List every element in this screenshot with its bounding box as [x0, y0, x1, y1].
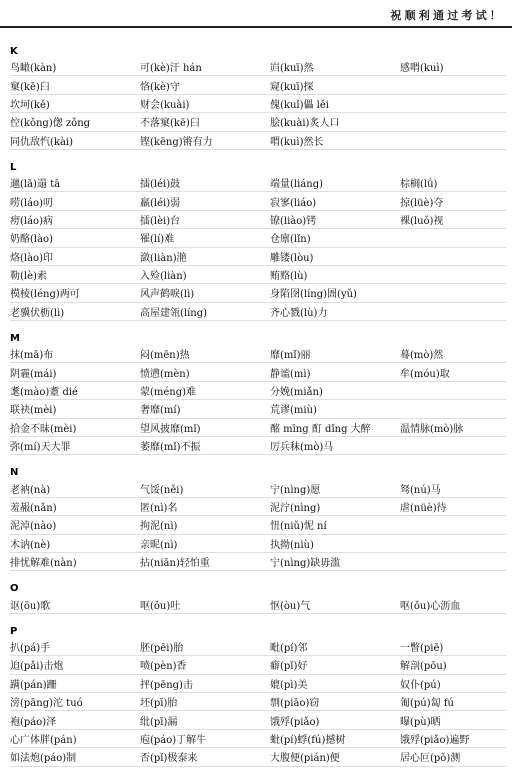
- table-row: [10, 675, 506, 693]
- word-entry: 端量(liáng): [270, 179, 324, 191]
- word-entry: 扒(pá)手: [10, 642, 51, 654]
- section-n: [10, 467, 506, 571]
- word-entry: 执拗(niù): [270, 539, 314, 551]
- table-row: [10, 748, 506, 766]
- section-m: [10, 333, 506, 455]
- word-entry: 拾金不昧(mèi): [10, 423, 77, 435]
- word-entry: 饿殍(piǎo): [270, 716, 320, 728]
- word-entry: 呕(ǒu)心沥血: [400, 600, 461, 612]
- word-entry: 铿(kēng)锵有力: [140, 136, 213, 148]
- table-row: [10, 248, 506, 266]
- table-row: [10, 229, 506, 247]
- table-row: [10, 211, 506, 229]
- word-entry: 荒谬(miù): [270, 405, 317, 417]
- word-entry: 剽(piāo)窃: [270, 698, 320, 710]
- section-k: [10, 46, 506, 150]
- word-entry: 潋(liàn)滟: [140, 252, 187, 264]
- word-entry: 蒙(méng)难: [140, 387, 197, 399]
- word-entry: 寂寥(liáo): [270, 197, 317, 209]
- word-entry: 癖(pǐ)好: [270, 661, 308, 673]
- table-row: [10, 535, 506, 553]
- table-row: [10, 437, 506, 455]
- word-entry: 气馁(něi): [140, 484, 184, 496]
- word-entry: 居心叵(pǒ)测: [400, 753, 461, 765]
- table-row: [10, 303, 506, 321]
- table-row: [10, 382, 506, 400]
- word-entry: 傀(kuǐ)儡 lěi: [270, 99, 329, 111]
- table-row: [10, 266, 506, 284]
- word-entry: 排忧解难(nàn): [10, 558, 77, 570]
- word-entry: 裸(luǒ)视: [400, 215, 444, 227]
- word-entry: 罹(lí)难: [140, 234, 175, 246]
- word-entry: 鸟瞰(kàn): [10, 63, 57, 75]
- word-entry: 泥淖(nào): [10, 521, 57, 533]
- word-entry: 奴仆(pú): [400, 679, 441, 691]
- table-row: [10, 174, 506, 192]
- word-entry: 坯(pī)胎: [140, 698, 178, 710]
- word-entry: 喟(kuì)然长: [270, 136, 324, 148]
- word-entry: 擂(lèi)台: [140, 215, 181, 227]
- word-entry: 喷(pèn)香: [140, 661, 187, 673]
- word-entry: 木讷(nè): [10, 539, 51, 551]
- table-row: [10, 516, 506, 534]
- word-entry: 模棱(léng)两可: [10, 289, 80, 301]
- page-header: [0, 0, 512, 28]
- section-letter: P: [10, 625, 18, 637]
- word-entry: 不落窠(kē)臼: [140, 118, 200, 130]
- word-entry: 匿(nì)名: [140, 503, 178, 514]
- word-entry: 羸(léi)弱: [140, 197, 181, 209]
- word-entry: 纰(pī)漏: [140, 716, 178, 728]
- word-entry: 勒(lè)索: [10, 271, 47, 283]
- table-row: [10, 132, 506, 150]
- word-entry: 老骥伏枥(lì): [10, 307, 65, 319]
- word-entry: 烙(lào)印: [10, 252, 53, 264]
- word-entry: 掠(lüè)夺: [400, 197, 444, 209]
- section-l: [10, 162, 506, 321]
- word-entry: 厉兵秣(mò)马: [270, 442, 334, 454]
- section-o: [10, 583, 506, 613]
- word-entry: 静谧(mì): [270, 368, 311, 380]
- section-p: [10, 626, 506, 767]
- table-row: [10, 419, 506, 437]
- word-entry: 宁(nìng)愿: [270, 484, 321, 496]
- word-entry: 身陷囹(líng)圄(yǔ): [270, 289, 357, 301]
- word-entry: 蹒(pán)跚: [10, 679, 57, 691]
- word-entry: 分娩(miǎn): [270, 387, 323, 399]
- word-entry: 高屋建瓴(líng): [140, 307, 208, 319]
- word-entry: 耄(mào)耋 dié: [10, 387, 78, 399]
- table-row: [10, 95, 506, 113]
- table-row: [10, 345, 506, 363]
- word-entry: 弥(mí)天大罪: [10, 442, 71, 454]
- word-entry: 宁(nìng)缺毋滥: [270, 558, 341, 570]
- word-entry: 匍(pú)匐 fú: [400, 698, 454, 710]
- table-row: [10, 76, 506, 94]
- word-entry: 镣(liào)铐: [270, 215, 317, 227]
- word-entry: 忸(niǔ)怩 ní: [270, 521, 327, 533]
- word-entry: 滂(pāng)沱 tuó: [10, 698, 83, 710]
- word-entry: 邋(lā)遢 tā: [10, 179, 61, 191]
- word-entry: 亲昵(nì): [140, 539, 178, 551]
- word-entry: 望风披靡(mǐ): [140, 423, 201, 435]
- word-entry: 联袂(mèi): [10, 405, 57, 417]
- word-entry: 如法炮(páo)制: [10, 753, 77, 765]
- word-entry: 抹(mā)布: [10, 350, 54, 362]
- table-row: [10, 553, 506, 571]
- section-letter: L: [10, 161, 17, 173]
- word-entry: 倥(kǒng)偬 zǒng: [10, 118, 91, 130]
- table-row: [10, 595, 506, 613]
- vocab-list: [10, 46, 506, 779]
- table-row: [10, 479, 506, 497]
- word-entry: 坎坷(kě): [10, 99, 50, 111]
- word-entry: 雕镂(lòu): [270, 252, 314, 264]
- section-letter: M: [10, 333, 20, 345]
- word-entry: 老衲(nà): [10, 484, 51, 496]
- word-entry: 解剖(pōu): [400, 661, 447, 673]
- table-row: [10, 693, 506, 711]
- word-entry: 庖(páo)丁解牛: [140, 734, 207, 746]
- table-row: [10, 498, 506, 516]
- word-entry: 袍(páo)泽: [10, 716, 57, 728]
- word-entry: 擂(léi)鼓: [140, 179, 181, 191]
- table-row: [10, 656, 506, 674]
- table-row: [10, 192, 506, 210]
- word-entry: 拘泥(nì): [140, 521, 178, 533]
- word-entry: 恪(kè)守: [140, 81, 180, 93]
- word-entry: 否(pǐ)极泰来: [140, 753, 198, 765]
- word-entry: 贿赂(lù): [270, 271, 308, 283]
- section-letter: N: [10, 467, 19, 479]
- table-row: [10, 711, 506, 729]
- word-entry: 胚(pēi)胎: [140, 642, 184, 654]
- word-entry: 入殓(liàn): [140, 271, 187, 283]
- section-letter: K: [10, 46, 18, 57]
- word-entry: 岿(kuī)然: [270, 63, 314, 75]
- table-row: [10, 638, 506, 656]
- word-entry: 迫(pǎi)击炮: [10, 661, 64, 673]
- word-entry: 牟(móu)取: [400, 368, 450, 380]
- word-entry: 痨(láo)病: [10, 215, 53, 227]
- word-entry: 呕(ǒu)吐: [140, 600, 181, 612]
- word-entry: 抨(pēng)击: [140, 679, 193, 691]
- word-entry: 心广体胖(pán): [10, 734, 77, 746]
- word-entry: 奶酪(lào): [10, 234, 53, 246]
- word-entry: 靡(mǐ)丽: [270, 350, 311, 362]
- section-letter: O: [10, 583, 19, 595]
- word-entry: 一瞥(piē): [400, 642, 444, 654]
- word-entry: 羞赧(nǎn): [10, 503, 57, 514]
- word-entry: 蓦(mò)然: [400, 350, 444, 362]
- table-row: [10, 58, 506, 76]
- word-entry: 讴(ōu)歌: [10, 600, 51, 612]
- word-entry: 仓廪(lǐn): [270, 234, 311, 246]
- word-entry: 酩 mīng 酊 dǐng 大醉: [270, 423, 371, 435]
- word-entry: 奢靡(mí): [140, 405, 181, 417]
- word-entry: 愤懑(mèn): [140, 368, 190, 380]
- word-entry: 脍(kuài)炙人口: [270, 118, 340, 130]
- word-entry: 风声鹤唳(lì): [140, 289, 195, 301]
- word-entry: 唠(láo)叨: [10, 197, 53, 209]
- word-entry: 温情脉(mò)脉: [400, 423, 464, 435]
- word-entry: 棕榈(lǘ): [400, 179, 438, 191]
- word-entry: 财会(kuài): [140, 99, 190, 111]
- word-entry: 萎靡(mǐ)不振: [140, 442, 201, 454]
- header-title: 祝顺利通过考试！: [390, 9, 504, 22]
- word-entry: 阴霾(mái): [10, 368, 57, 380]
- word-entry: 同仇敌忾(kài): [10, 136, 74, 148]
- table-row: [10, 284, 506, 302]
- table-row: [10, 730, 506, 748]
- word-entry: 驽(nú)马: [400, 484, 441, 496]
- word-entry: 大腹便(pián)便: [270, 753, 340, 765]
- word-entry: 饿殍(piǎo)遍野: [400, 734, 470, 746]
- word-entry: 蚍(pí)蜉(fú)撼树: [270, 734, 346, 746]
- word-entry: 怄(òu)气: [270, 600, 311, 612]
- table-row: [10, 363, 506, 381]
- word-entry: 窠(kē)臼: [10, 81, 50, 93]
- word-entry: 虐(nüè)待: [400, 503, 447, 514]
- word-entry: 窥(kuī)探: [270, 81, 314, 93]
- word-entry: 感喟(kuì): [400, 63, 444, 75]
- word-entry: 闷(mēn)热: [140, 350, 190, 362]
- table-row: [10, 400, 506, 418]
- word-entry: 泥泞(nìng): [270, 503, 321, 514]
- word-entry: 毗(pí)邻: [270, 642, 308, 654]
- word-entry: 可(kè)汗 hán: [140, 63, 202, 75]
- word-entry: 曝(pù)晒: [400, 716, 441, 728]
- word-entry: 拈(niān)轻怕重: [140, 558, 210, 570]
- word-entry: 齐心戮(lù)力: [270, 307, 328, 319]
- word-entry: 媲(pì)美: [270, 679, 308, 691]
- table-row: [10, 113, 506, 131]
